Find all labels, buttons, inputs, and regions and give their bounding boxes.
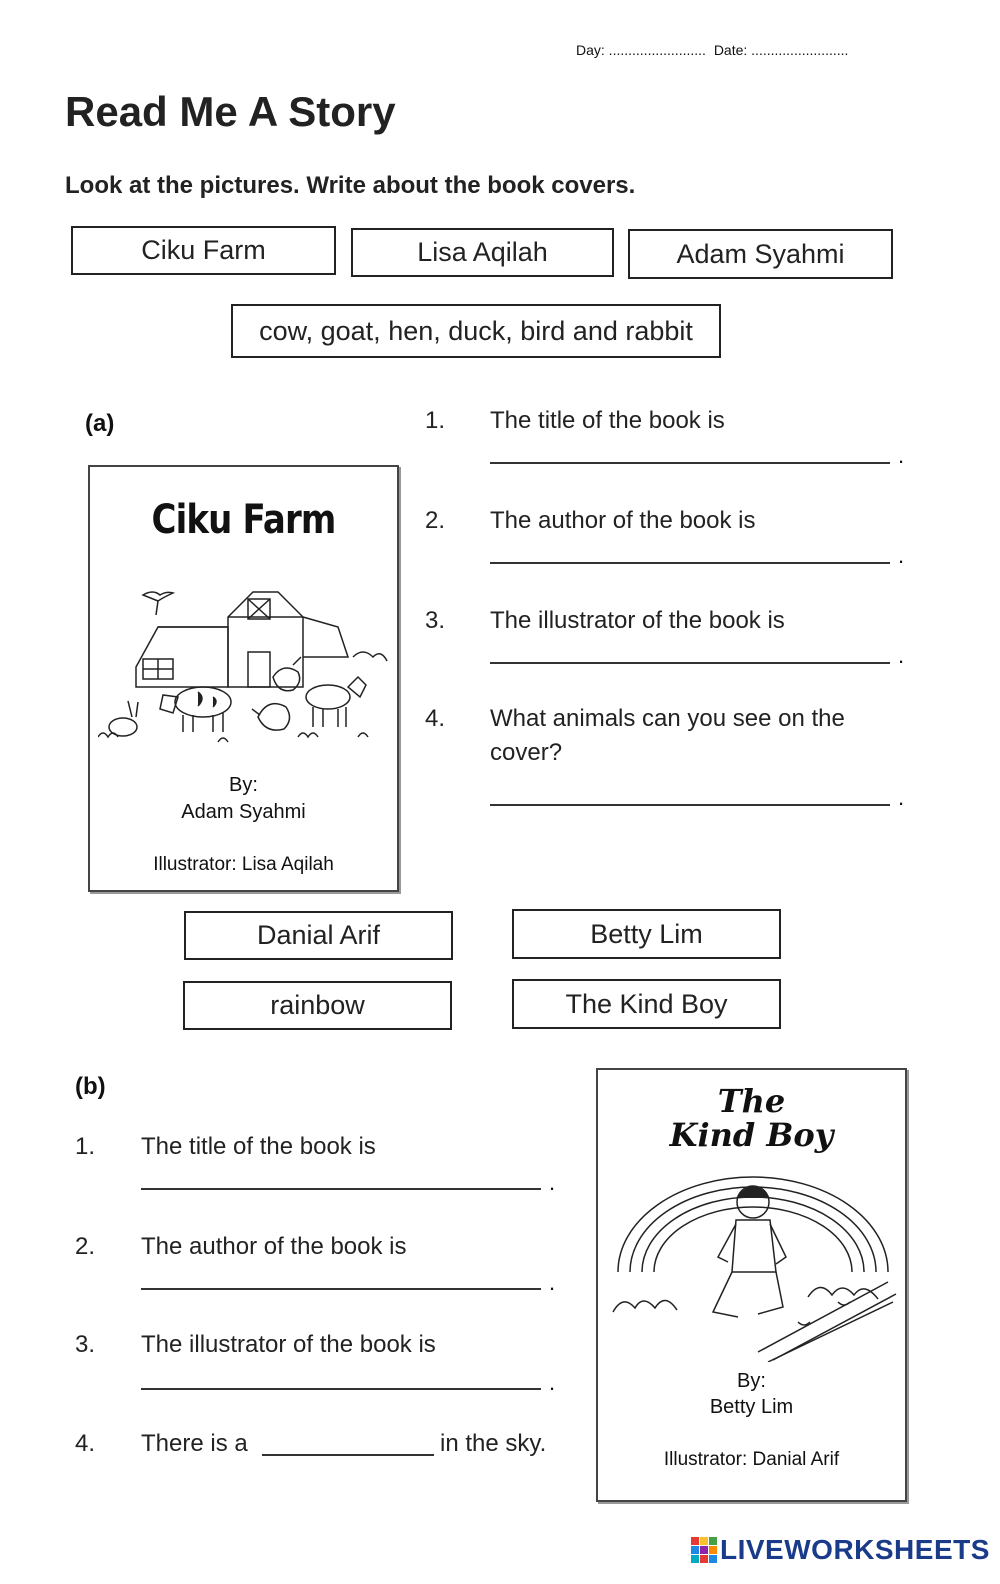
liveworksheets-logo[interactable]	[690, 1534, 990, 1566]
b-q4-blank[interactable]	[262, 1434, 434, 1456]
a-q3-answer-line[interactable]	[490, 642, 890, 664]
b-q2-number: 2.	[75, 1233, 96, 1260]
word-card-danial-arif[interactable]: Danial Arif	[184, 911, 453, 960]
a-q2-period: .	[898, 543, 905, 568]
a-q1-answer-line[interactable]	[490, 442, 890, 464]
b-q4-text-after: in the sky.	[440, 1430, 547, 1457]
b-q1-answer-line[interactable]	[141, 1168, 541, 1190]
b-q3-answer-line[interactable]	[141, 1368, 541, 1390]
word-card-betty-lim[interactable]: Betty Lim	[512, 909, 781, 959]
cover-b-by-label: By:	[737, 1370, 766, 1392]
a-q3-period: .	[898, 643, 905, 668]
a-q4-number: 4.	[425, 705, 446, 732]
cover-a-by-label: By:	[229, 774, 258, 796]
section-a-label: (a)	[85, 410, 115, 437]
date-label: Date: .........................	[713, 42, 849, 58]
cover-b-title-line2: Kind Boy	[669, 1116, 834, 1154]
cover-a-author: Adam Syahmi	[181, 801, 306, 823]
liveworksheets-logo-icon	[690, 1536, 718, 1564]
word-card-ciku-farm[interactable]: Ciku Farm	[71, 226, 336, 275]
farm-illustration	[98, 587, 390, 757]
a-q4-answer-line[interactable]	[490, 784, 890, 806]
a-q2-answer-line[interactable]	[490, 542, 890, 564]
word-card-rainbow[interactable]: rainbow	[183, 981, 452, 1030]
word-card-animals[interactable]: cow, goat, hen, duck, bird and rabbit	[231, 304, 721, 358]
cover-a-illustrator: Illustrator: Lisa Aqilah	[153, 854, 334, 875]
b-q3-period: .	[549, 1370, 556, 1395]
rainbow-boy-illustration	[608, 1162, 898, 1362]
b-q2-answer-line[interactable]	[141, 1268, 541, 1290]
a-q3-text: The illustrator of the book is	[490, 607, 785, 634]
instruction: Look at the pictures. Write about the book covers.	[65, 172, 636, 199]
word-card-adam-syahmi[interactable]: Adam Syahmi	[628, 229, 893, 279]
kind-boy-cover	[596, 1068, 907, 1502]
word-card-lisa-aqilah[interactable]: Lisa Aqilah	[351, 228, 614, 277]
liveworksheets-brand: LIVEWORKSHEETS	[720, 1534, 990, 1565]
b-q4-text-before: There is a	[141, 1430, 248, 1457]
b-q1-text: The title of the book is	[141, 1133, 376, 1160]
b-q3-number: 3.	[75, 1331, 96, 1358]
a-q1-text: The title of the book is	[490, 407, 725, 434]
b-q1-number: 1.	[75, 1133, 96, 1160]
a-q2-number: 2.	[425, 507, 446, 534]
b-q1-period: .	[549, 1170, 556, 1195]
section-b-label: (b)	[75, 1073, 106, 1100]
cover-b-illustrator: Illustrator: Danial Arif	[663, 1449, 840, 1470]
b-q3-text: The illustrator of the book is	[141, 1331, 436, 1358]
a-q4-period: .	[898, 785, 905, 810]
cover-a-title: Ciku Farm	[151, 497, 336, 543]
a-q4-text-cont: cover?	[490, 739, 563, 766]
day-date-line	[576, 42, 848, 58]
b-q4-number: 4.	[75, 1430, 96, 1457]
a-q4-text: What animals can you see on the	[490, 705, 845, 732]
a-q1-period: .	[898, 443, 905, 468]
a-q3-number: 3.	[425, 607, 446, 634]
cover-b-title-line1: The	[717, 1082, 786, 1120]
ciku-farm-cover	[88, 465, 399, 892]
cover-b-author: Betty Lim	[709, 1396, 794, 1418]
b-q2-period: .	[549, 1270, 556, 1295]
day-label: Day: .........................	[576, 42, 706, 58]
page-title: Read Me A Story	[65, 88, 396, 135]
a-q2-text: The author of the book is	[490, 507, 756, 534]
word-card-the-kind-boy[interactable]: The Kind Boy	[512, 979, 781, 1029]
b-q2-text: The author of the book is	[141, 1233, 407, 1260]
a-q1-number: 1.	[425, 407, 446, 434]
